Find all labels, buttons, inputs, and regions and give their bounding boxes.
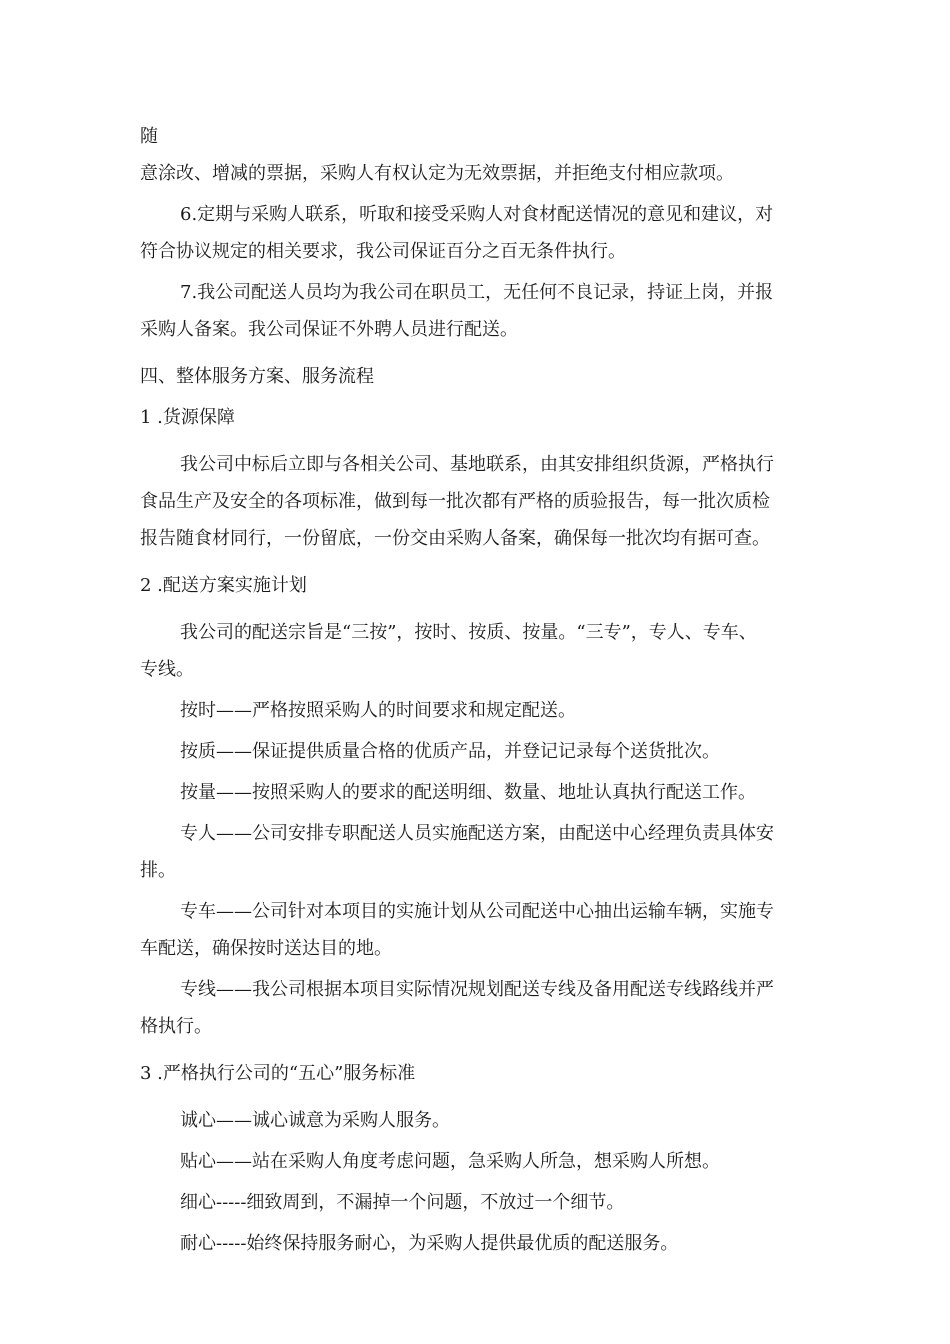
subsection-1-paragraph bbox=[140, 446, 830, 557]
intro-line-1: 随 bbox=[140, 126, 158, 147]
subsection-2-intro bbox=[140, 614, 830, 688]
dedicated-route-line-1: 专线——我公司根据本项目实际情况规划配送专线及备用配送专线路线并严 bbox=[180, 979, 774, 1000]
subsection-3-heading: 3 .严格执行公司的“五心”服务标准 bbox=[140, 1063, 416, 1084]
section-4-heading: 四、整体服务方案、服务流程 bbox=[140, 366, 374, 387]
item-6-line-1: 6.定期与采购人联系，听取和接受采购人对食材配送情况的意见和建议，对 bbox=[180, 204, 774, 225]
document-page bbox=[140, 118, 830, 1262]
dedicated-staff-line-2: 排。 bbox=[140, 860, 176, 881]
dedicated-vehicle-line-2: 车配送，确保按时送达目的地。 bbox=[140, 938, 392, 959]
careful-item: 细心-----细致周到，不漏掉一个问题，不放过一个细节。 bbox=[180, 1192, 625, 1213]
intro-line-2: 意涂改、增减的票据，采购人有权认定为无效票据，并拒绝支付相应款项。 bbox=[140, 163, 734, 184]
item-6 bbox=[140, 196, 830, 270]
on-quantity-item: 按量——按照采购人的要求的配送明细、数量、地址认真执行配送工作。 bbox=[180, 782, 756, 803]
dedicated-staff-line-1: 专人——公司安排专职配送人员实施配送方案，由配送中心经理负责具体安 bbox=[180, 823, 774, 844]
on-time-item: 按时——严格按照采购人的时间要求和规定配送。 bbox=[180, 700, 576, 721]
item-7-line-1: 7.我公司配送人员均为我公司在职员工，无任何不良记录，持证上岗，并报 bbox=[180, 282, 774, 303]
on-quality-item: 按质——保证提供质量合格的优质产品，并登记记录每个送货批次。 bbox=[180, 741, 720, 762]
paragraph-line: 报告随食材同行，一份留底，一份交由采购人备案，确保每一批次均有据可查。 bbox=[140, 528, 770, 549]
item-7-line-2: 采购人备案。我公司保证不外聘人员进行配送。 bbox=[140, 319, 518, 340]
paragraph-line: 我公司中标后立即与各相关公司、基地联系，由其安排组织货源，严格执行 bbox=[180, 454, 774, 475]
paragraph-line: 我公司的配送宗旨是“三按”，按时、按质、按量。“三专”，专人、专车、 bbox=[180, 622, 757, 643]
dedicated-vehicle-line-1: 专车——公司针对本项目的实施计划从公司配送中心抽出运输车辆，实施专 bbox=[180, 901, 774, 922]
dedicated-route-item bbox=[140, 971, 830, 1045]
considerate-item: 贴心——站在采购人角度考虑问题，急采购人所急，想采购人所想。 bbox=[180, 1151, 720, 1172]
dedicated-route-line-2: 格执行。 bbox=[140, 1016, 212, 1037]
paragraph-line: 专线。 bbox=[140, 659, 194, 680]
subsection-1-heading: 1 .货源保障 bbox=[140, 407, 235, 428]
dedicated-staff-item bbox=[140, 815, 830, 889]
dedicated-vehicle-item bbox=[140, 893, 830, 967]
sincere-item: 诚心——诚心诚意为采购人服务。 bbox=[180, 1110, 450, 1131]
paragraph-line: 食品生产及安全的各项标准，做到每一批次都有严格的质验报告，每一批次质检 bbox=[140, 491, 770, 512]
subsection-2-heading: 2 .配送方案实施计划 bbox=[140, 575, 307, 596]
item-6-line-2: 符合协议规定的相关要求，我公司保证百分之百无条件执行。 bbox=[140, 241, 626, 262]
item-7 bbox=[140, 274, 830, 348]
patient-item: 耐心-----始终保持服务耐心，为采购人提供最优质的配送服务。 bbox=[180, 1233, 679, 1254]
